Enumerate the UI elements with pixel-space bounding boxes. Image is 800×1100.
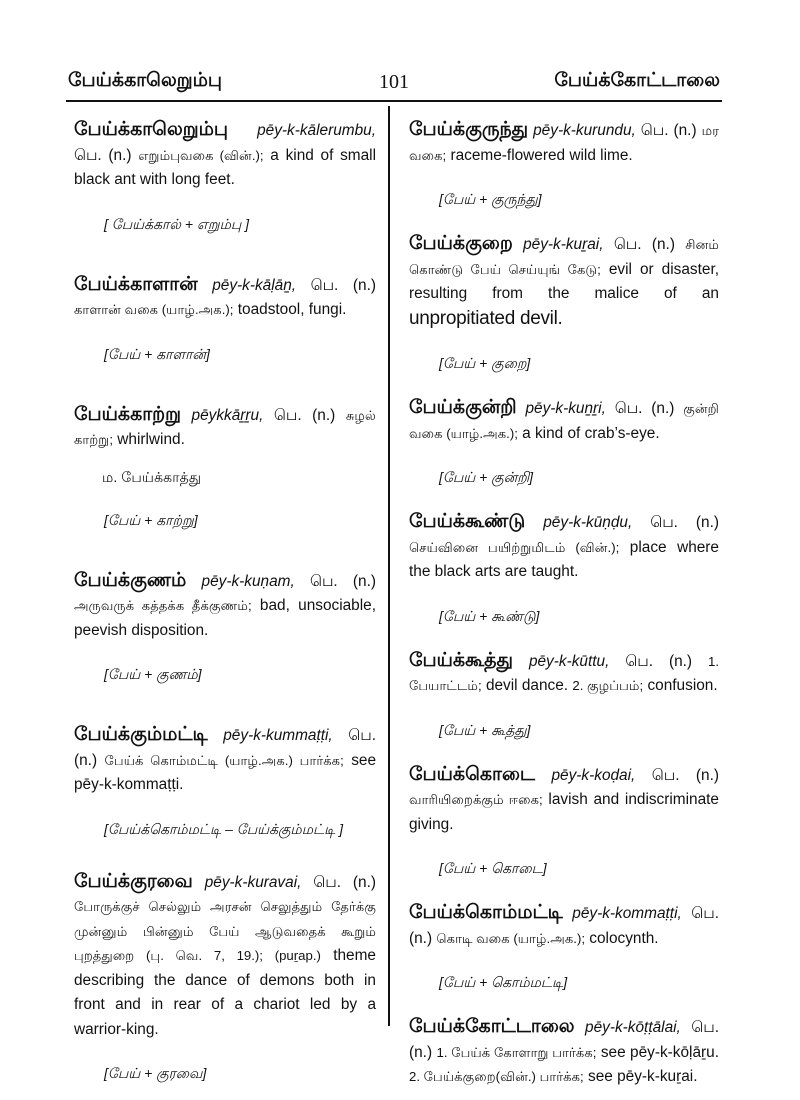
headword: பேய்க்கூத்து (409, 649, 513, 671)
entry (409, 396, 719, 488)
english-definition: a kind of crab’s-eye. (522, 424, 660, 442)
english-definition: colocynth. (589, 929, 659, 947)
headword: பேய்க்குறை (409, 233, 513, 254)
part-of-speech: பெ. (n.) (614, 400, 675, 417)
tamil-definition-2: 2. பேய்க்குறை(வின்.) பார்க்க; (409, 1069, 584, 1084)
cognate-variant: ம. பேய்க்காத்து (102, 469, 202, 486)
english-definition: bad, unsociable, peevish disposition. (74, 597, 376, 639)
english-definition: raceme-flowered wild lime. (450, 146, 633, 164)
part-of-speech: பெ. (n.) (651, 766, 719, 784)
entry (409, 1015, 719, 1090)
etymology: [பேய் + கொம்மட்டி] (439, 974, 568, 990)
transliteration: pēy-k-kūṇḍu, (543, 514, 633, 531)
tamil-definition: பேய்க் கொம்மட்டி (யாழ்.அக.) பார்க்க; (104, 752, 344, 768)
tamil-definition: காளான் வகை (யாழ்.அக.); (74, 302, 234, 317)
etymology: [பேய் + கொடை] (439, 860, 547, 876)
transliteration: pēy-k-kālerumbu, (257, 122, 376, 139)
right-column (409, 118, 719, 1090)
part-of-speech: பெ. (n.) (273, 406, 336, 424)
entry (74, 870, 376, 1085)
english-definition-2: see pēy-k-kuṟai. (588, 1068, 698, 1085)
part-of-speech: பெ. (n.) (613, 236, 675, 253)
etymology: [பேய் + குருந்து] (439, 191, 542, 207)
english-definition: see pēy-k-kōḷāṟu. (600, 1043, 719, 1061)
part-of-speech: பெ. (n.) (313, 873, 376, 891)
transliteration: pēy-k-kāḷāṉ, (212, 276, 297, 294)
etymology: [ பேய்க்கால் + எறும்பு ] (104, 215, 250, 232)
headword: பேய்க்காற்று (74, 403, 181, 425)
part-of-speech: பெ. (n.) (310, 276, 376, 294)
tamil-definition: 1. பேய்க் கோளாறு பார்க்க; (436, 1044, 597, 1060)
tamil-definition-2: 2. குழப்பம்; (572, 678, 644, 693)
etymology: [பேய் + காற்று] (104, 511, 198, 528)
part-of-speech: பெ. (n.) (309, 572, 376, 590)
etymology: [பேய்க்கொம்மட்டி – பேய்க்கும்மட்டி ] (104, 820, 344, 837)
entry (74, 723, 376, 840)
tamil-definition: போருக்குச் செல்லும் அரசன் செலுத்தும் தேர்க்கு முன்னும் பின்னும் பேய் ஆடுவதைக் கூறும் புறத்துறை (பு. வெ. 7, 19.); (puṟap.) (74, 899, 376, 963)
page-header (68, 70, 720, 102)
part-of-speech: பெ. (n.) (409, 905, 720, 947)
headword: பேய்க்கும்மட்டி (74, 724, 208, 745)
english-definition: see pēy-k-kommaṭṭi. (74, 751, 377, 793)
headword: பேய்க்குன்றி (409, 397, 517, 418)
transliteration: pēy-k-kōṭṭālai, (585, 1019, 681, 1036)
tamil-definition: அருவருக் கத்தக்க தீக்குணம்; (74, 598, 252, 613)
headword: பேய்க்கோட்டாலை (409, 1016, 575, 1037)
tamil-definition: சுழல் காற்று; (74, 407, 376, 447)
english-definition: a kind of small black ant with long feet. (74, 146, 377, 188)
left-column (74, 118, 376, 1084)
part-of-speech: பெ. (n.) (409, 1019, 720, 1061)
tamil-definition: கொடி வகை (யாழ்.அக.); (436, 930, 585, 946)
english-definition-2: confusion. (647, 677, 718, 694)
tamil-definition: சினம் கொண்டு பேய் செய்யுங் கேடு; (409, 237, 720, 277)
header-rule (66, 100, 722, 102)
headword: பேய்க்காலெறும்பு (74, 119, 229, 140)
transliteration: pēy-k-kummaṭṭi, (223, 727, 333, 744)
column-divider (388, 106, 390, 1026)
tamil-definition: 1. பேயாட்டம்; (409, 653, 719, 693)
headword: பேய்க்குருந்து (409, 119, 529, 140)
header-right-guide-word: பேய்க்கோட்டாலை (554, 70, 720, 91)
tamil-definition: எறும்புவகை (வின்.); (138, 147, 264, 163)
transliteration: pēykkāṟṟu, (191, 406, 264, 424)
transliteration: pēy-k-kuṟai, (523, 236, 604, 253)
headword: பேய்க்காளான் (74, 273, 198, 295)
etymology: [பேய் + கூண்டு] (439, 607, 540, 624)
transliteration: pēy-k-kuravai, (204, 873, 302, 891)
english-definition: devil dance. (485, 677, 569, 694)
transliteration: pēy-k-kommaṭṭi, (572, 905, 682, 922)
tamil-definition: மர வகை; (409, 123, 720, 163)
english-definition: theme describing the dance of demons both in front and in rear of a chariot led by a warrior-king. (74, 947, 376, 1038)
transliteration: pēy-k-kurundu, (533, 122, 636, 139)
part-of-speech: பெ. (n.) (650, 514, 719, 531)
tamil-definition: வாரியிறைக்கும் ஈகை; (409, 792, 543, 807)
part-of-speech: பெ. (n.) (74, 146, 132, 164)
headword: பேய்க்கொடை (409, 763, 536, 785)
etymology: [பேய் + குறை] (439, 355, 531, 371)
tamil-definition: குன்றி வகை (யாழ்.அக.); (409, 401, 719, 441)
transliteration: pēy-k-kuṉṟi, (525, 400, 606, 417)
entry (74, 403, 376, 531)
entry (409, 510, 719, 627)
tamil-definition: செய்வினை பயிற்றுமிடம் (வின்.); (409, 539, 620, 555)
headword: பேய்க்குணம் (74, 569, 187, 591)
etymology: [பேய் + குன்றி] (439, 469, 534, 485)
headword: பேய்க்கூண்டு (409, 511, 526, 532)
entry (409, 649, 719, 741)
etymology: [பேய் + குரவை] (104, 1065, 207, 1081)
entry (74, 118, 376, 235)
headword: பேய்க்கொம்மட்டி (409, 902, 563, 923)
english-definition: toadstool, fungi. (237, 301, 347, 318)
page-number: 101 (379, 71, 409, 93)
part-of-speech: பெ. (n.) (640, 122, 697, 139)
english-definition: lavish and indiscriminate giving. (409, 791, 719, 833)
english-definition: whirlwind. (117, 431, 185, 448)
headword: பேய்க்குரவை (74, 870, 193, 892)
part-of-speech: பெ. (n.) (625, 652, 693, 670)
entry (409, 118, 719, 210)
part-of-speech: பெ. (n.) (74, 727, 377, 769)
transliteration: pēy-k-kūttu, (528, 652, 610, 670)
entry (409, 763, 719, 880)
english-definition: evil or disaster, resulting from the malice of an (409, 260, 719, 302)
entry (74, 569, 376, 686)
english-definition-continued: unpropitiated devil. (409, 307, 563, 329)
transliteration: pēy-k-kuṇam, (201, 572, 295, 590)
etymology: [பேய் + காளான்] (104, 345, 210, 362)
transliteration: pēy-k-koḍai, (551, 766, 636, 784)
entry (409, 232, 719, 374)
etymology: [பேய் + கூத்து] (439, 721, 531, 738)
entry (74, 273, 376, 365)
header-left-guide-word: பேய்க்காலெறும்பு (68, 70, 223, 91)
entry (409, 901, 719, 993)
english-definition: place where the black arts are taught. (409, 538, 719, 580)
etymology: [பேய் + குணம்] (104, 666, 202, 682)
